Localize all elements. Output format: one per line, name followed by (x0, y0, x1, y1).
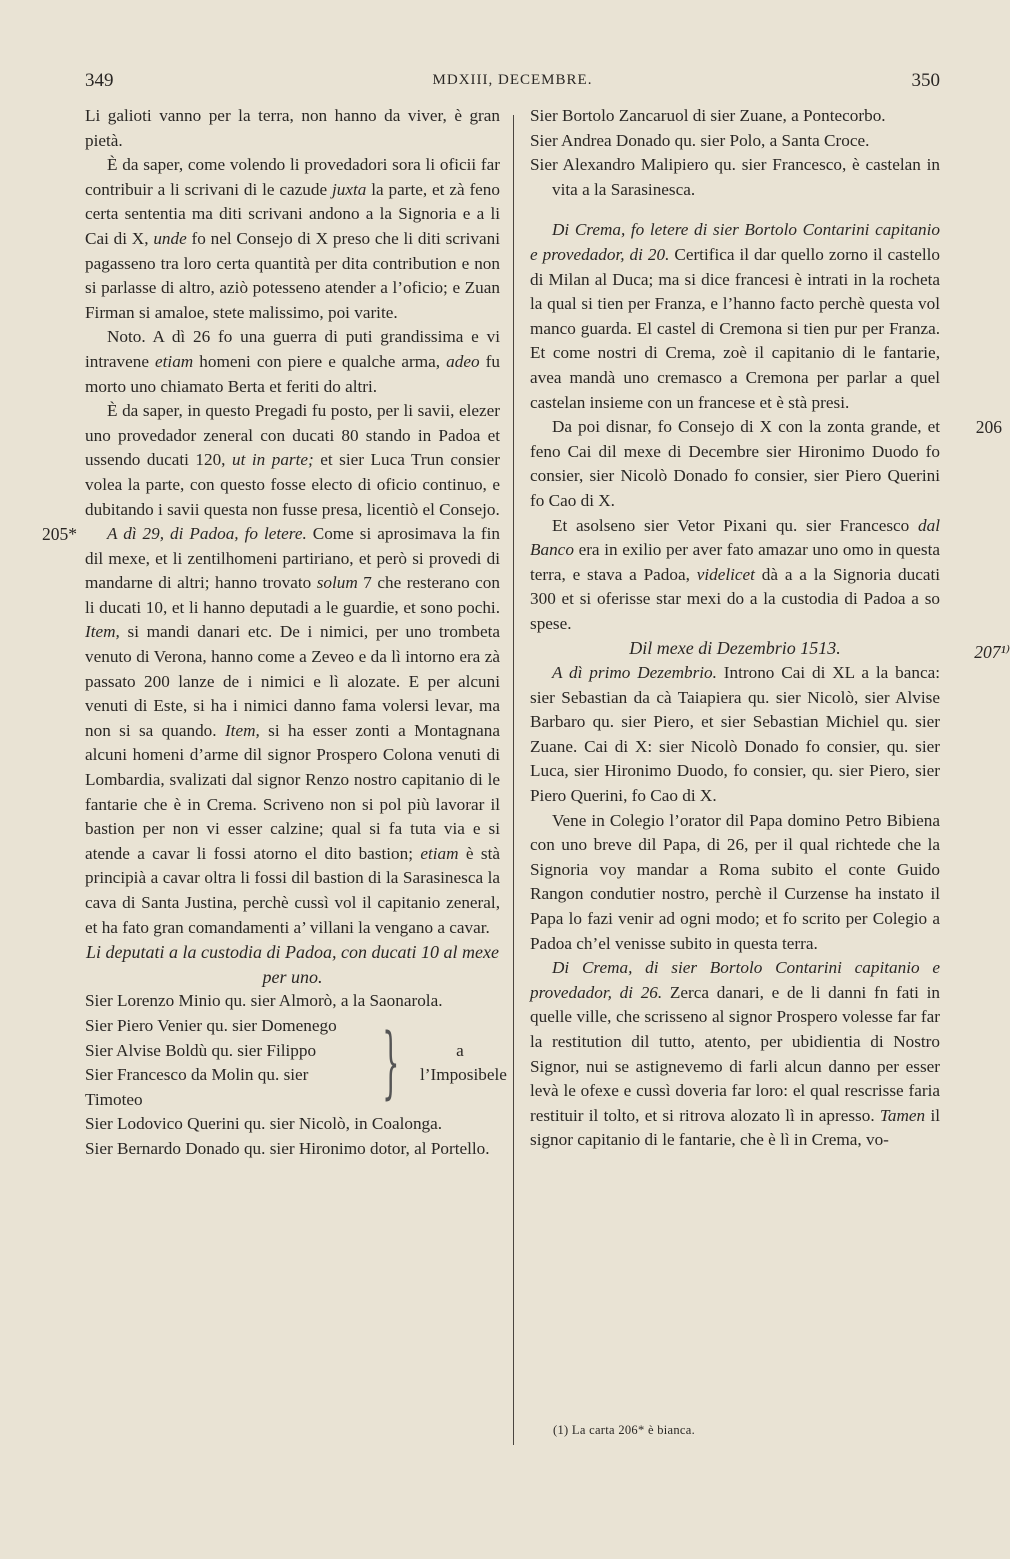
paragraph: È da saper, come volendo li provedadori sora li oficii far contribuir a li scrivani di le cazude juxta la parte, et zà feno certa sententia ma diti scrivani andono a la Signoria e a li Cai di X, unde fo nel Consejo di X preso che li diti scrivani pagasseno tra loro certa quantità per dita contribution e non si parlasse di altro, aziò potesseno atender a l’oficio; e Zuan Firman si amaloe, stete malissimo, poi varite. (85, 155, 500, 322)
list-item: Sier Lodovico Querini qu. sier Nicolò, in Coalonga. (85, 1114, 443, 1134)
list-item: Sier Piero Venier qu. sier Domenego (85, 1015, 337, 1035)
list-item: Sier Alvise Boldù qu. sier Filippo (85, 1040, 317, 1060)
left-column (42, 104, 507, 1162)
braced-location: a l’Imposibele (420, 1040, 507, 1085)
margin-ref-207: 207¹⁾ (974, 642, 1010, 663)
list-item: Sier Francesco da Molin qu. sier Timoteo (85, 1065, 309, 1109)
paragraph: Di Crema, fo letere di sier Bortolo Contarini capitanio e provedador, di 20. Certifica il dar quello zorno il castello di Milan al Duca; ma si dice francesi è intrati in la rocheta la qual si tien per Franza, e l’hanno facto perchè questa vol manco guarda. El castel di Cremona si tien pur per Franza. Et come nostri di Crema, zoè il capitanio di le fantarie, avea mandà uno cremasco a Cremona per parlar a quel castelan insieme con un francese et è stà presi. (530, 220, 940, 412)
margin-ref-206: 206 (975, 417, 1002, 438)
list-item: Sier Bernardo Donado qu. sier Hironimo dotor, al Portello. (85, 1138, 490, 1158)
paragraph: 205* A dì 29, di Padoa, fo letere. Come si aprosimava la fin dil mexe, et li zentilhomeni partiriano, et però si provedi di mandarne di altri; hanno trovato solum 7 che resterano con li ducati 10, et li hanno deputadi a le guardie, et sono pochi. Item, si mandi danari etc. De i nimici, per uno trombeta venuto di Verona, hanno come a Zeveo e da lì intorno era zà passato 200 lanze de i nimici e lì alozate. E per alcuni venuti di Este, si ha i nimici danno fama volersi levar, ma non si sa quando. Item, si ha esser zonti a Montagnana alcuni homeni d’arme dil signor Prospero Colona venuti di Lombardia, svalizati dal signor Renzo nostro capitanio di le fantarie che è in Crema. Scriveno non si pol più lavorar il bastion per non vi esser calzine; qual si fa tuta via e si atende a cavar li fossi atorno el dito bastion; etiam è stà principià a cavar oltra li fossi dil bastion di la Sarasinesca la cava di Santa Justina, perchè cussì vol il capitanio zeneral, et ha fato gran comandamenti a’ villani la vengano a cavar. (85, 522, 500, 940)
paragraph: Vene in Colegio l’orator dil Papa domino Petro Bibiena con uno breve dil Papa, di 26, per il qual richtede che la Signoria voy mandar a Roma subito el conte Guido Rangon condutier nostro, perchè il Curzense ha instato il Papa lo fazi venir ad ogni modo; et fo scrito per Colegio a Padoa ch’el venisse subito in questa terra. (530, 810, 940, 953)
page-number-left: 349 (85, 70, 114, 91)
section-heading: Dil mexe di Dezembrio 1513. 207¹⁾ (530, 636, 940, 661)
paragraph: Li galioti vanno per la terra, non hanno da viver, è gran pietà. (85, 106, 500, 150)
paragraph: È da saper, in questo Pregadi fu posto, per li savii, elezer uno provedador zeneral con ducati 80 stando in Padoa et ussendo ducati 120, ut in parte; et sier Luca Trun consier volea la parte, con questo fosse electo di oficio continuo, e dubitando i savii questa non fusse presa, licentiò el Consejo. (85, 401, 500, 519)
page-number-right: 350 (911, 70, 940, 91)
paragraph: Noto. A dì 26 fo una guerra di puti grandissima e vi intravene etiam homeni con piere e qualche arma, adeo fu morto uno chiamato Berta et feriti do altri. (85, 327, 500, 396)
column-divider (513, 115, 514, 1445)
paragraph: Et asolseno sier Vetor Pixani qu. sier Francesco dal Banco era in exilio per aver fato amazar uno omo in questa terra, e stava a Padoa, videlicet dà a a la Signoria ducati 300 et si oferisse star mexi do a la custodia di Padoa a so spese. (530, 515, 940, 633)
braced-names (85, 1014, 362, 1112)
right-column (530, 104, 1010, 1153)
paragraph: 206 Da poi disnar, fo Consejo di X con la zonta grande, et feno Cai dil mexe di Decembre sier Hironimo Duodo fo consier, sier Nicolò Donado fo consier, sier Piero Querini fo Cao di X. (530, 417, 1002, 510)
margin-ref-205: 205* (42, 524, 77, 545)
brace-symbol: } (382, 1018, 400, 1109)
paragraph: Di Crema, di sier Bortolo Contarini capitanio e provedador, di 26. Zerca danari, e de li danni fn fati in quelle ville, che scrisseno al signor Prospero volesse far far la restitution dil tutto, atento, per ubidientia di Nostro Signor, nui se astignevemo di farli alcun danno per esser levà le ofexe e cussì doveria far loro: el qual rescrisse faria restituir il tolto, et si ritrova alozato lì in apresso. Tamen il signor capitanio di le fantarie, che è lì in Crema, vo- (530, 958, 940, 1150)
list-item: Sier Bortolo Zancaruol di sier Zuane, a Pontecorbo. (530, 106, 886, 125)
running-title: MDXIII, DECEMBRE. (432, 72, 593, 88)
footnote: (1) La carta 206* è bianca. (553, 1423, 696, 1437)
running-header (85, 70, 940, 100)
list-item: Sier Andrea Donado qu. sier Polo, a Santa Croce. (530, 130, 870, 150)
section-heading: Li deputati a la custodia di Padoa, con ducati 10 al mexe per uno. (86, 942, 499, 987)
list-item: Sier Lorenzo Minio qu. sier Almorò, a la Saonarola. (85, 991, 443, 1011)
list-item: Sier Alexandro Malipiero qu. sier Francesco, è castelan in vita a la Sarasinesca. (530, 155, 940, 199)
paragraph: A dì primo Dezembrio. Introno Cai di XL a la banca: sier Sebastian da cà Taiapiera qu. sier Nicolò, sier Alvise Barbaro qu. sier Piero, et sier Sebastian Michiel qu. sier Zuane. Cai di X: sier Nicolò Donado fo consier, qu. sier Luca, sier Hironimo Duodo, fo consier, qu. sier Piero, sier Piero Querini, fo Cao di X. (530, 663, 940, 806)
braced-list (85, 1014, 507, 1112)
